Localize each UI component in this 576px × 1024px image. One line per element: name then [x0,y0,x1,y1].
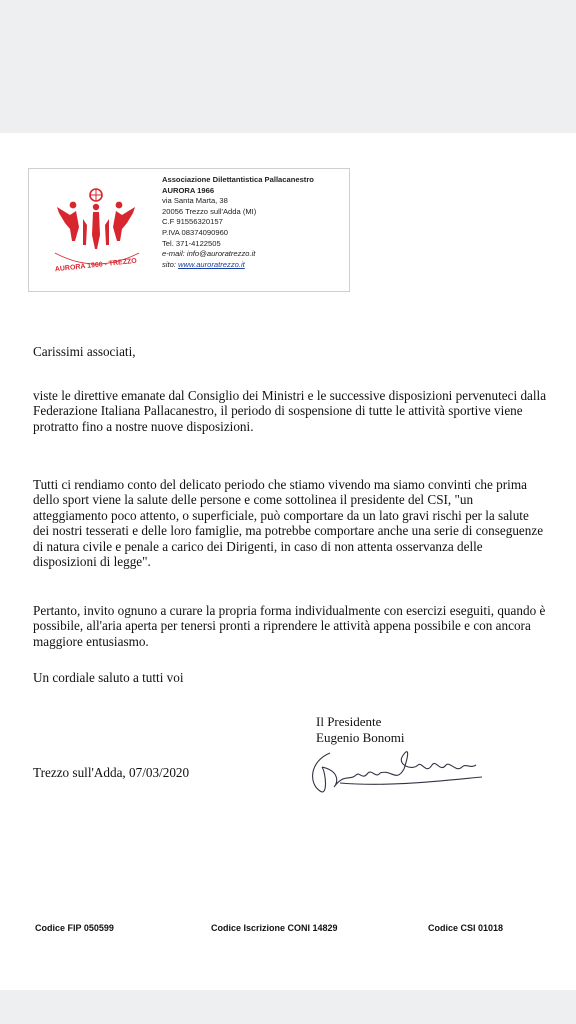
logo-caption: AURORA 1966 - TREZZO [54,257,138,274]
vat-number: P.IVA 08374090960 [162,227,229,237]
top-bar [0,0,576,133]
bottom-bar [0,990,576,1024]
letterhead-details [162,175,347,270]
signer-title: Il Presidente [316,714,382,729]
website-label: sito: [162,259,176,269]
email: e-mail: info@auroratrezzo.it [162,249,256,259]
place-date: Trezzo sull'Adda, 07/03/2020 [33,765,190,780]
paragraph-1: viste le direttive emanate dal Consiglio dei Ministri e le successive disposizioni pervenuteci dalla Federazione Italiana Pallacanestro, il periodo di sospensione di tutte le attività sportive viene protratto fino a nostre nuove disposizioni. [33,388,547,434]
handwritten-signature [300,743,485,803]
signature-block [316,714,404,746]
org-name: Associazione Dilettantistica Pallacanestro [162,175,314,184]
letter-page [0,133,576,990]
closing: Un cordiale saluto a tutti voi [33,670,184,685]
fiscal-code: C.F 91556320157 [162,217,223,227]
club-name: AURORA 1966 [162,185,215,195]
paragraph-3: Pertanto, invito ognuno a curare la propria forma individualmente con esercizi eseguiti, quando è possibile, all'aria aperta per tenersi pronti a riprendere le attività appena possibile e con ancora maggiore entusiasmo. [33,603,546,649]
letterhead [28,168,350,292]
footer-fip-code: Codice FIP 050599 [35,923,114,933]
paragraph-2: Tutti ci rendiamo conto del delicato periodo che stiamo vivendo ma siamo convinti che prima dello sport viene la salute delle persone e come sottolinea il presidente del CSI, "un atteggiamento poco attento, o superficiale, può comportare da un lato gravi rischi per la salute dei nostri tesserati e delle loro famiglie, ma potrebbe comportare anche una serie di conseguenze di natura civile e penale a carico dei Dirigenti, in caso di non attenta osservanza delle disposizioni di legge". [33,477,544,570]
footer-csi-code: Codice CSI 01018 [428,923,504,933]
telephone: Tel. 371-4122505 [162,238,221,248]
signer-name: Eugenio Bonomi [316,730,405,745]
salutation: Carissimi associati, [33,344,136,359]
website-link[interactable]: www.auroratrezzo.it [178,259,245,269]
aurora-logo [39,179,154,279]
footer-coni-code: Codice Iscrizione CONI 14829 [211,923,338,933]
website-row [162,260,347,271]
city-address: 20056 Trezzo sull'Adda (MI) [162,206,257,216]
street-address: via Santa Marta, 38 [162,196,228,206]
